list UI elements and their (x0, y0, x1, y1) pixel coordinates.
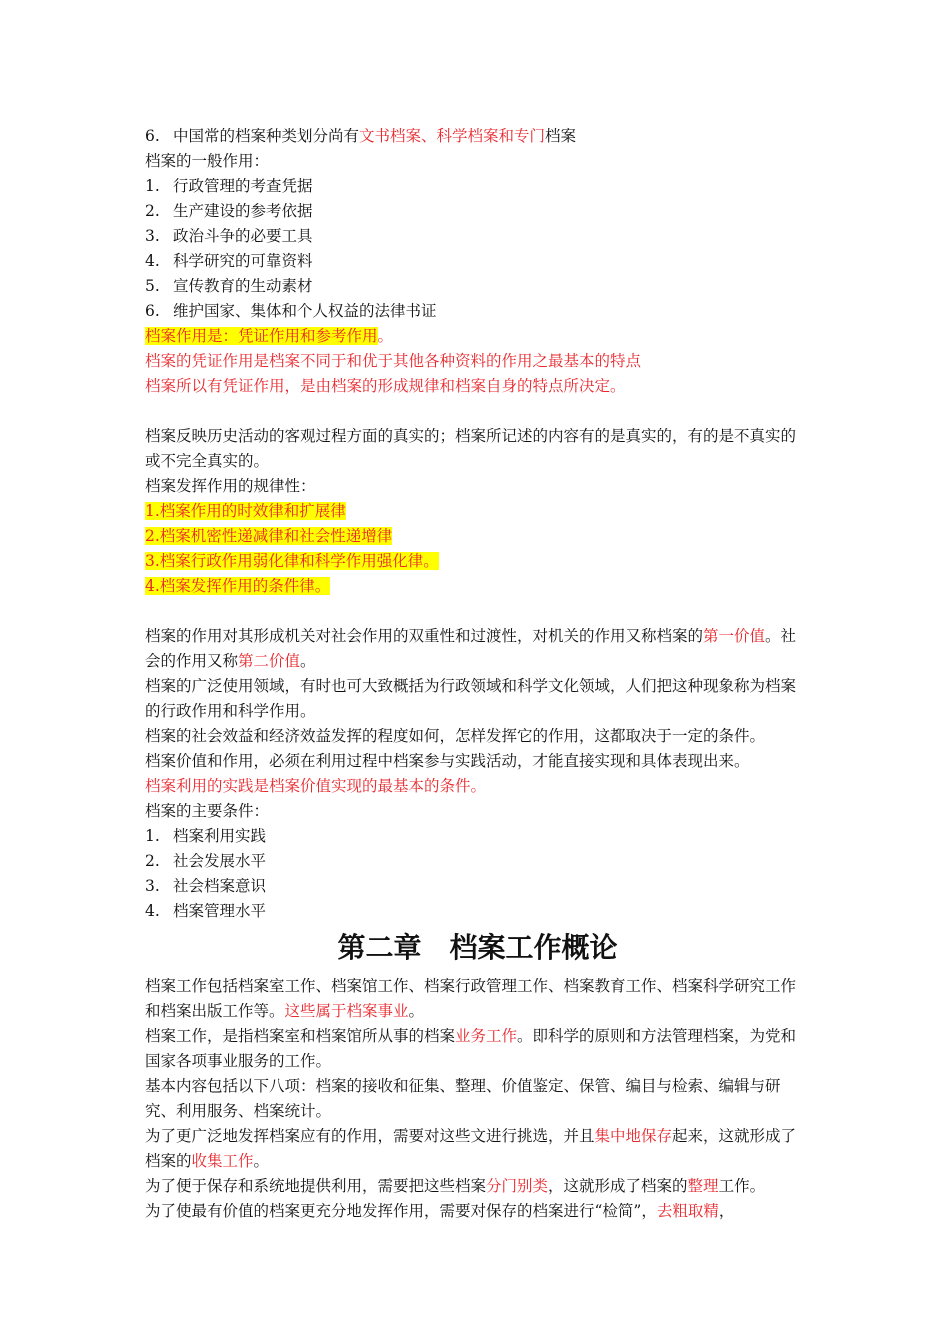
law-item (145, 574, 810, 599)
text-segment: 。 (253, 1152, 270, 1170)
list-number: 2. (145, 852, 160, 870)
list-text: 档案管理水平 (173, 902, 267, 920)
list-text: 维护国家、集体和个人权益的法律书证 (173, 302, 437, 320)
archive-types-line (145, 124, 810, 149)
red-text: 分门别类 (486, 1177, 549, 1195)
highlighted-text: 4.档案发挥作用的条件律。 (145, 577, 331, 595)
text-segment: 为了便于保存和系统地提供利用，需要把这些档案 (145, 1177, 487, 1195)
list-text: 生产建设的参考依据 (173, 202, 313, 220)
list-number: 1. (145, 177, 160, 195)
list-number: 3. (145, 877, 160, 895)
basic-content-paragraph: 基本内容包括以下八项：档案的接收和征集、整理、价值鉴定、保管、编目与检索、编辑与研究、利用服务、档案统计。 (145, 1077, 781, 1120)
red-text: 集中地保存 (594, 1127, 673, 1145)
red-text: 第一价值 (703, 627, 766, 645)
list-number: 3. (145, 227, 160, 245)
list-text: 行政管理的考查凭据 (173, 177, 313, 195)
effect-line (145, 324, 810, 349)
collect-paragraph (145, 1124, 810, 1174)
text-segment: 档案工作包括档案室工作、档案馆工作、档案行政管理工作、档案教育工作、档案科学研究工作和档案出版工作等。 (145, 977, 797, 1020)
evidence-feature-line: 档案的凭证作用是档案不同于和优于其他各种资料的作用之最基本的特点 (145, 352, 642, 370)
text-segment: 档案 (545, 127, 577, 145)
truth-paragraph: 档案反映历史活动的客观过程方面的真实的；档案所记述的内容有的是真实的，有的是不真实的或不完全真实的。 (145, 427, 797, 470)
highlighted-text: 3.档案行政作用弱化律和科学作用强化律。 (145, 552, 439, 570)
document-body (145, 124, 810, 1224)
text-segment: 档案工作，是指档案室和档案馆所从事的档案 (145, 1027, 456, 1045)
list-number: 1. (145, 827, 160, 845)
law-item (145, 499, 810, 524)
value-paragraph: 档案价值和作用，必须在利用过程中档案参与实践活动，才能直接实现和具体表现出来。 (145, 752, 750, 770)
list-number: 2. (145, 202, 160, 220)
list-text: 宣传教育的生动素材 (173, 277, 313, 295)
red-text: 文书档案、科学档案和专门 (359, 127, 546, 145)
conditions-title: 档案的主要条件： (145, 802, 270, 820)
list-item (145, 299, 810, 324)
red-text: 业务工作 (455, 1027, 518, 1045)
text-segment: 。即科学的原则和方法管理档案，为党和国家各项事业服务的工作。 (145, 1027, 797, 1070)
red-text: 这些属于档案事业 (284, 1002, 409, 1020)
appraise-paragraph (145, 1199, 810, 1224)
list-item (145, 874, 810, 899)
law-item (145, 549, 810, 574)
practice-line: 档案利用的实践是档案价值实现的最基本的条件。 (145, 777, 487, 795)
highlighted-text: 1.档案作用的时效律和扩展律 (145, 502, 346, 520)
list-text: 社会档案意识 (173, 877, 267, 895)
red-text: 。 (377, 327, 394, 345)
text-segment: ，这就形成了档案的 (548, 1177, 688, 1195)
list-number: 6. (145, 302, 160, 320)
list-number: 4. (145, 902, 160, 920)
archive-work-paragraph (145, 974, 810, 1024)
list-item (145, 899, 810, 924)
red-text: 收集工作 (191, 1152, 254, 1170)
wide-use-paragraph: 档案的广泛使用领域，有时也可大致概括为行政领域和科学文化领域，人们把这种现象称为档案的行政作用和科学作用。 (145, 677, 797, 720)
text-segment: 起来，这就形成了档案的 (145, 1127, 797, 1170)
benefit-paragraph: 档案的社会效益和经济效益发挥的程度如何，怎样发挥它的作用，这都取决于一定的条件。 (145, 727, 766, 745)
list-number: 5. (145, 277, 160, 295)
list-item (145, 274, 810, 299)
blank-line (145, 399, 810, 424)
law-title: 档案发挥作用的规律性： (145, 477, 316, 495)
chapter-heading: 第二章 档案工作概论 (337, 931, 618, 964)
text-segment: 。 (408, 1002, 425, 1020)
highlighted-text: 档案作用是：凭证作用和参考作用 (145, 327, 378, 345)
list-item (145, 199, 810, 224)
dual-value-paragraph (145, 624, 810, 674)
blank-line (145, 599, 810, 624)
text-segment: 。 (300, 652, 316, 670)
list-text: 档案利用实践 (173, 827, 267, 845)
text-segment: 为了使最有价值的档案更充分地发挥作用，需要对保存的档案进行“检简”， (145, 1202, 657, 1220)
general-use-title: 档案的一般作用： (145, 152, 270, 170)
sort-paragraph (145, 1174, 810, 1199)
text-segment: 档案的作用对其形成机关对社会作用的双重性和过渡性，对机关的作用又称档案的 (145, 627, 704, 645)
list-item (145, 174, 810, 199)
business-work-paragraph (145, 1024, 810, 1074)
text-segment: 中国常的档案种类划分尚有 (173, 127, 360, 145)
list-text: 社会发展水平 (173, 852, 267, 870)
list-number: 6. (145, 127, 160, 145)
list-number: 4. (145, 252, 160, 270)
list-item (145, 824, 810, 849)
red-text: 第二价值 (238, 652, 301, 670)
text-segment: 工作。 (718, 1177, 766, 1195)
text-segment: 。社会的作用又称 (145, 627, 797, 670)
red-text: 整理 (687, 1177, 719, 1195)
list-text: 科学研究的可靠资料 (173, 252, 313, 270)
list-item (145, 249, 810, 274)
law-item (145, 524, 810, 549)
list-item (145, 224, 810, 249)
list-item (145, 849, 810, 874)
list-text: 政治斗争的必要工具 (173, 227, 313, 245)
text-segment: ， (718, 1202, 735, 1220)
evidence-reason-line: 档案所以有凭证作用，是由档案的形成规律和档案自身的特点所决定。 (145, 377, 626, 395)
text-segment: 为了更广泛地发挥档案应有的作用，需要对这些文进行挑选，并且 (145, 1127, 595, 1145)
red-text: 去粗取精 (656, 1202, 719, 1220)
highlighted-text: 2.档案机密性递减律和社会性递增律 (145, 527, 393, 545)
